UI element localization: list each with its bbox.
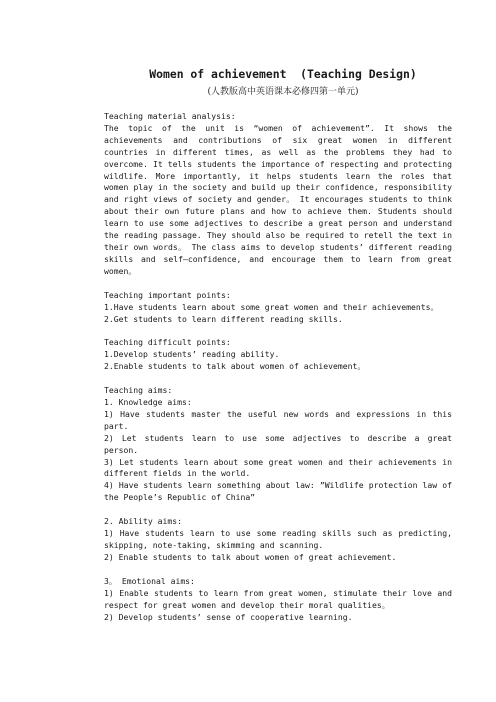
ability-aim-item: 1) Have students learn to use some reading skills such as predicting, skipping, note-taking, skimming and scanning.: [104, 528, 452, 550]
knowledge-aim-item: 2) Let students learn to use some adjectives to describe a great person.: [104, 432, 452, 455]
knowledge-aim-item: 3) Let students learn about some great women and their achievements in different fields in the world.: [104, 456, 452, 479]
difficult-points-heading: Teaching difficult points:: [104, 337, 231, 348]
knowledge-aims-heading: 1. Knowledge aims:: [104, 397, 192, 408]
emotional-aims-heading: 3。 Emotional aims:: [104, 575, 195, 586]
important-point-item: 2.Get students to learn different reading skills.: [104, 313, 343, 324]
teaching-aims-heading: Teaching aims:: [104, 385, 173, 396]
important-points-heading: Teaching important points:: [104, 289, 231, 300]
knowledge-aim-item: 4) Have students learn something about law: ”Wildlife protection law of the People’s Republic of China”: [104, 480, 452, 503]
knowledge-aim-item: 1) Have students master the useful new words and expressions in this part.: [104, 408, 452, 431]
difficult-point-item: 1.Develop students’ reading ability.: [104, 349, 280, 360]
important-point-item: 1.Have students learn about some great women and their achievements。: [104, 301, 439, 312]
material-analysis-text: The topic of the unit is “women of achievement”. It shows the achievements and contributions of six great women in different countries in different times, as well as the problems they had to overcome. It tells students the importance of respecting and protecting wildlife. More importantly, it helps students learn the roles that women play in the society and build up their confidence, responsibility and right views of society and gender。 It encourages students to think about their own future plans and how to achieve them. Students should learn to use some adjectives to describe a great person and understand the reading passage. They should also be required to retell the text in their own words。 The class aims to develop students’ different reading skills and self—confidence, and encourage them to learn from great women。: [104, 122, 452, 276]
emotional-aim-item: 1) Enable students to learn from great women, stimulate their love and respect for great women and develop their moral qualities。: [104, 587, 452, 610]
document-subtitle: (人教版高中英语课本必修四第一单元): [207, 87, 359, 97]
material-analysis-heading: Teaching material analysis:: [104, 111, 236, 121]
ability-aims-heading: 2. Ability aims:: [104, 516, 182, 527]
document-body: [104, 111, 452, 623]
difficult-point-item: 2.Enable students to talk about women of achievement。: [104, 361, 366, 372]
emotional-aim-item: 2) Develop students’ sense of cooperative learning.: [104, 611, 353, 622]
document-title: Women of achievement (Teaching Design): [149, 67, 417, 81]
ability-aim-item: 2) Enable students to talk about women of great achievement.: [104, 551, 397, 562]
